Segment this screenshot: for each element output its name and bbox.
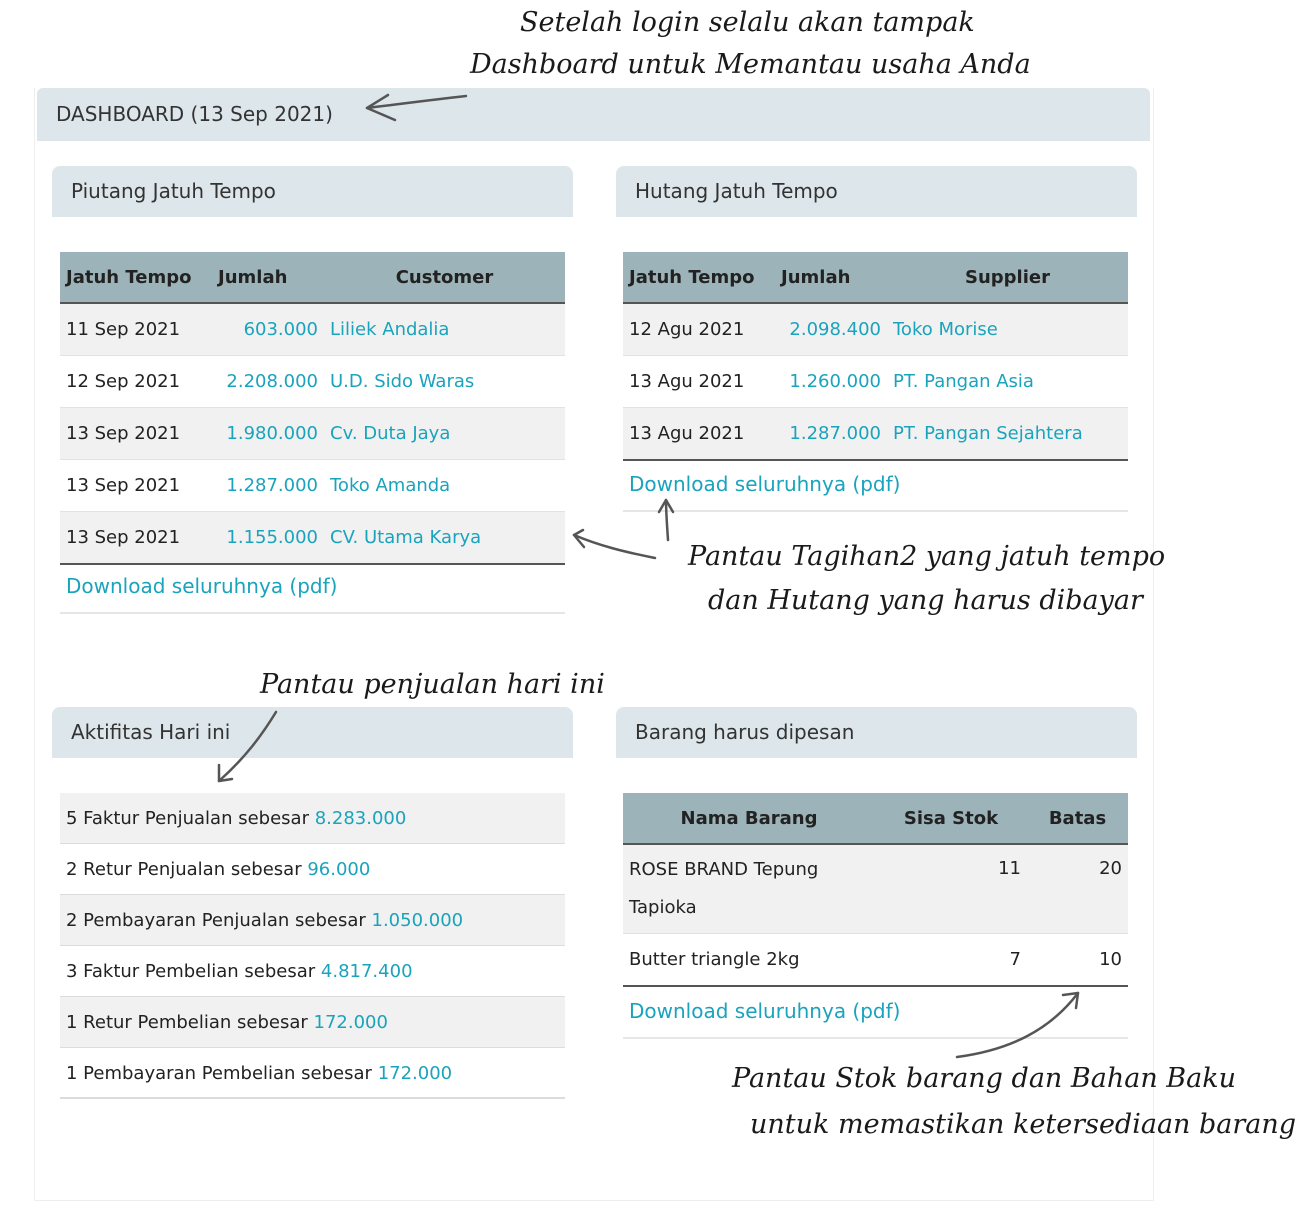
amount-link[interactable]: 1.260.000 <box>775 356 887 408</box>
column-header-amount: Jumlah <box>212 252 324 303</box>
column-header-limit: Batas <box>1027 793 1128 844</box>
customer-link[interactable]: Cv. Duta Jaya <box>324 408 565 460</box>
annotation-sales: Pantau penjualan hari ini <box>260 669 605 700</box>
stock-value: 11 <box>875 844 1027 934</box>
column-header-due: Jatuh Tempo <box>60 252 212 303</box>
customer-link[interactable]: Toko Amanda <box>324 460 565 512</box>
amount-link[interactable]: 2.098.400 <box>775 303 887 356</box>
amount-link[interactable]: 1.980.000 <box>212 408 324 460</box>
due-date: 12 Sep 2021 <box>60 356 212 408</box>
item-name-line: ROSE BRAND Tepung <box>629 859 819 880</box>
dashboard-title: DASHBOARD (13 Sep 2021) <box>37 88 1150 141</box>
activity-value-link[interactable]: 96.000 <box>307 859 371 880</box>
due-date: 13 Sep 2021 <box>60 408 212 460</box>
due-date: 11 Sep 2021 <box>60 303 212 356</box>
amount-link[interactable]: 2.208.000 <box>212 356 324 408</box>
supplier-link[interactable]: PT. Pangan Sejahtera <box>887 408 1128 461</box>
activity-value-link[interactable]: 4.817.400 <box>320 961 413 982</box>
aktifitas-panel-title: Aktifitas Hari ini <box>52 707 573 758</box>
supplier-link[interactable]: Toko Morise <box>887 303 1128 356</box>
customer-link[interactable]: U.D. Sido Waras <box>324 356 565 408</box>
arrow-to-hutang-download-icon <box>659 500 673 540</box>
activity-text: 2 Pembayaran Penjualan sebesar <box>66 910 366 931</box>
supplier-link[interactable]: PT. Pangan Asia <box>887 356 1128 408</box>
column-header-due: Jatuh Tempo <box>623 252 775 303</box>
activity-text: 2 Retur Penjualan sebesar <box>66 859 302 880</box>
activity-value-link[interactable]: 1.050.000 <box>371 910 464 931</box>
activity-text: 5 Faktur Penjualan sebesar <box>66 808 309 829</box>
piutang-panel-title: Piutang Jatuh Tempo <box>52 166 573 217</box>
arrow-to-stock-table-icon <box>957 993 1078 1057</box>
arrow-to-activity-icon <box>219 712 276 781</box>
amount-link[interactable]: 1.155.000 <box>212 512 324 565</box>
annotation-due-line2: dan Hutang yang harus dibayar <box>708 585 1143 616</box>
arrow-to-dashboard-icon <box>367 95 466 120</box>
column-header-supplier: Supplier <box>887 252 1128 303</box>
hutang-panel-title: Hutang Jatuh Tempo <box>616 166 1137 217</box>
activity-text: 1 Retur Pembelian sebesar <box>66 1012 308 1033</box>
hutang-download-link[interactable]: Download seluruhnya (pdf) <box>623 458 1128 512</box>
activity-value-link[interactable]: 172.000 <box>377 1063 453 1084</box>
due-date: 13 Agu 2021 <box>623 408 775 461</box>
annotation-login-line2: Dashboard untuk Memantau usaha Anda <box>470 49 1031 80</box>
amount-link[interactable]: 1.287.000 <box>775 408 887 461</box>
column-header-stock: Sisa Stok <box>875 793 1027 844</box>
annotation-login-line1: Setelah login selalu akan tampak <box>520 7 975 38</box>
arrow-to-piutang-icon <box>574 530 655 558</box>
column-header-customer: Customer <box>324 252 565 303</box>
limit-value: 10 <box>1027 934 1128 987</box>
activity-text: 1 Pembayaran Pembelian sebesar <box>66 1063 372 1084</box>
activity-value-link[interactable]: 8.283.000 <box>314 808 407 829</box>
activity-value-link[interactable]: 172.000 <box>313 1012 388 1033</box>
due-date: 13 Agu 2021 <box>623 356 775 408</box>
due-date: 13 Sep 2021 <box>60 512 212 565</box>
amount-link[interactable]: 1.287.000 <box>212 460 324 512</box>
activity-text: 3 Faktur Pembelian sebesar <box>66 961 316 982</box>
stock-value: 7 <box>875 934 1027 987</box>
due-date: 13 Sep 2021 <box>60 460 212 512</box>
customer-link[interactable]: CV. Utama Karya <box>324 512 565 565</box>
annotation-stock-line2: untuk memastikan ketersediaan barang <box>750 1109 1296 1140</box>
due-date: 12 Agu 2021 <box>623 303 775 356</box>
piutang-download-link[interactable]: Download seluruhnya (pdf) <box>60 560 565 614</box>
column-header-item-name: Nama Barang <box>623 793 875 844</box>
amount-link[interactable]: 603.000 <box>212 303 324 356</box>
annotation-stock-line1: Pantau Stok barang dan Bahan Baku <box>732 1063 1236 1094</box>
barang-download-link[interactable]: Download seluruhnya (pdf) <box>623 985 1128 1039</box>
item-name-line: Tapioka <box>629 897 697 918</box>
column-header-amount: Jumlah <box>775 252 887 303</box>
annotation-due-line1: Pantau Tagihan2 yang jatuh tempo <box>688 541 1166 572</box>
customer-link[interactable]: Liliek Andalia <box>324 303 565 356</box>
limit-value: 20 <box>1027 844 1128 934</box>
item-name: Butter triangle 2kg <box>623 934 875 987</box>
barang-panel-title: Barang harus dipesan <box>616 707 1137 758</box>
